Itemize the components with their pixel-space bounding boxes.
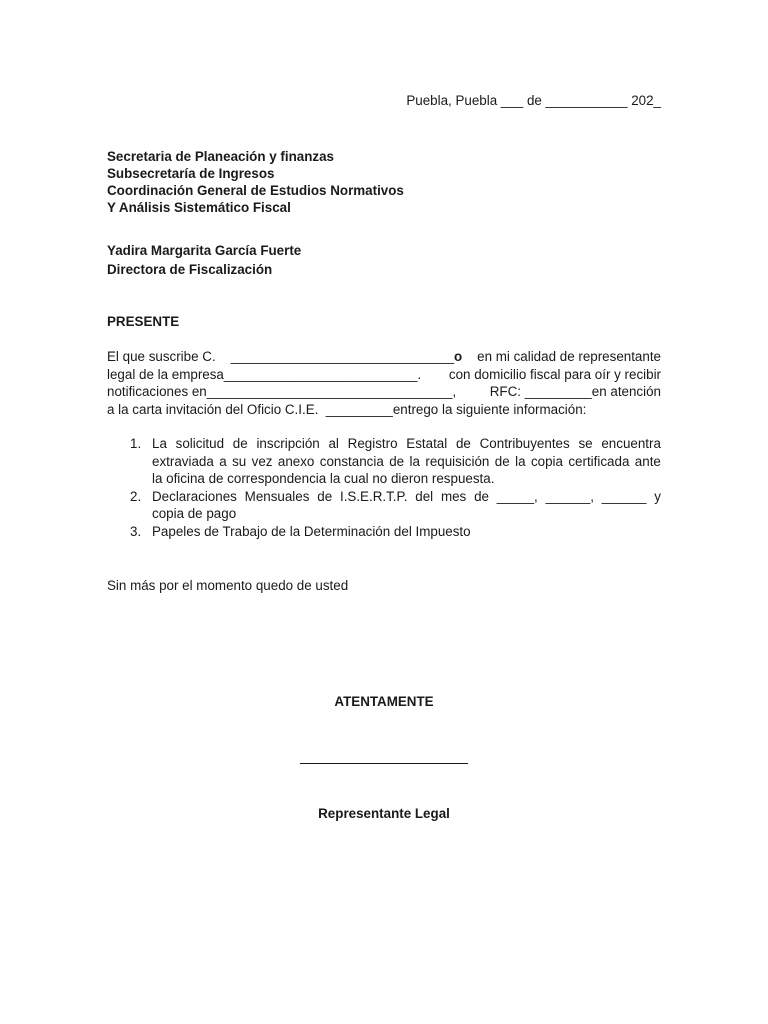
list-number: 1. [130, 436, 142, 451]
word: La [152, 436, 167, 451]
word: solicitud [175, 436, 225, 451]
word: y [654, 488, 661, 504]
word: de [455, 436, 471, 451]
word: Registro [347, 436, 398, 451]
word: ante [634, 453, 661, 469]
list-text [152, 488, 661, 523]
word: su [232, 453, 247, 469]
recipient-name: Yadira Margarita García Fuerte [107, 243, 302, 258]
addressee-line: Y Análisis Sistemático Fiscal [107, 200, 291, 215]
list-line-text: la oficina de correspondencia la cual no dieron respuesta. [152, 471, 495, 486]
word: de [232, 436, 248, 451]
word: a [219, 453, 227, 469]
sign-off: ATENTAMENTE [334, 694, 434, 709]
word: vez [251, 453, 273, 469]
list-line [152, 435, 661, 453]
word: se [578, 436, 593, 451]
body-line [107, 348, 661, 366]
addressee-block [107, 148, 404, 216]
list-number: 3. [130, 523, 142, 539]
word: de [494, 453, 510, 469]
word: Mensuales [244, 488, 310, 504]
word: copia [530, 453, 563, 469]
word: de [474, 488, 489, 504]
list-text [152, 435, 661, 488]
word: anexo [277, 453, 315, 469]
body-text: a la carta invitación del Oficio C.I.E. _________entrego la siguiente información: [107, 401, 587, 417]
body-text: con domicilio fiscal para oír y recibir [448, 366, 661, 382]
word: constancia [319, 453, 384, 469]
body-text: notificaciones en_________________________________, [107, 384, 457, 399]
word: inscripción [256, 436, 320, 451]
list-line [152, 470, 661, 488]
recipient-title: Directora de Fiscalización [107, 262, 273, 277]
bold-letter: o [454, 349, 463, 364]
list-item [130, 523, 661, 541]
addressee-line: Secretaria de Planeación y finanzas [107, 149, 335, 164]
word: ______ [601, 488, 647, 504]
list-number: 2. [130, 488, 142, 504]
blank-field [231, 348, 463, 366]
word: I.S.E.R.T.P. [339, 488, 408, 504]
list-line [152, 453, 661, 471]
word: Estatal [406, 436, 448, 451]
signature-line [300, 763, 468, 764]
list-item [130, 435, 661, 488]
body-line [107, 366, 661, 384]
recipient-block [107, 241, 301, 279]
body-text: legal de la empresa__________________________. [107, 366, 422, 382]
word: requisición [425, 453, 490, 469]
body-line [107, 383, 661, 401]
addressee-line: Coordinación General de Estudios Normativos [107, 183, 404, 198]
word: la [409, 453, 420, 469]
body-text: en mi calidad de representante [477, 349, 661, 364]
date-line: Puebla, Puebla ___ de ___________ 202_ [406, 93, 661, 108]
body-line [107, 401, 661, 419]
list-line-text: Papeles de Trabajo de la Determinación del Impuesto [152, 523, 471, 539]
word: certificada [568, 453, 630, 469]
body-text: RFC: _________en atención [489, 384, 661, 399]
list-line-text: copia de pago [152, 506, 237, 521]
word: ______, [545, 488, 594, 504]
word: de [389, 453, 405, 469]
greeting: PRESENTE [107, 314, 180, 329]
blank-name: ______________________________ [230, 349, 455, 364]
body-paragraph [107, 348, 661, 418]
word: del [415, 488, 434, 504]
word: de [317, 488, 333, 504]
body-text: El que suscribe C. [107, 349, 216, 364]
word: encuentra [601, 436, 661, 451]
signer-title: Representante Legal [318, 806, 450, 821]
word: al [328, 436, 339, 451]
list-item [130, 488, 661, 523]
closing-line: Sin más por el momento quedo de usted [107, 578, 349, 593]
list-line [152, 488, 661, 506]
list-line [152, 505, 661, 523]
info-list [130, 435, 661, 540]
word: mes [440, 488, 467, 504]
addressee-line: Subsecretaría de Ingresos [107, 166, 275, 181]
word: _____, [496, 488, 538, 504]
list-text [152, 523, 661, 541]
word: extraviada [152, 453, 214, 469]
list-line [152, 523, 661, 541]
word: Contribuyentes [479, 436, 570, 451]
word: la [515, 453, 526, 469]
word: Declaraciones [152, 488, 237, 504]
